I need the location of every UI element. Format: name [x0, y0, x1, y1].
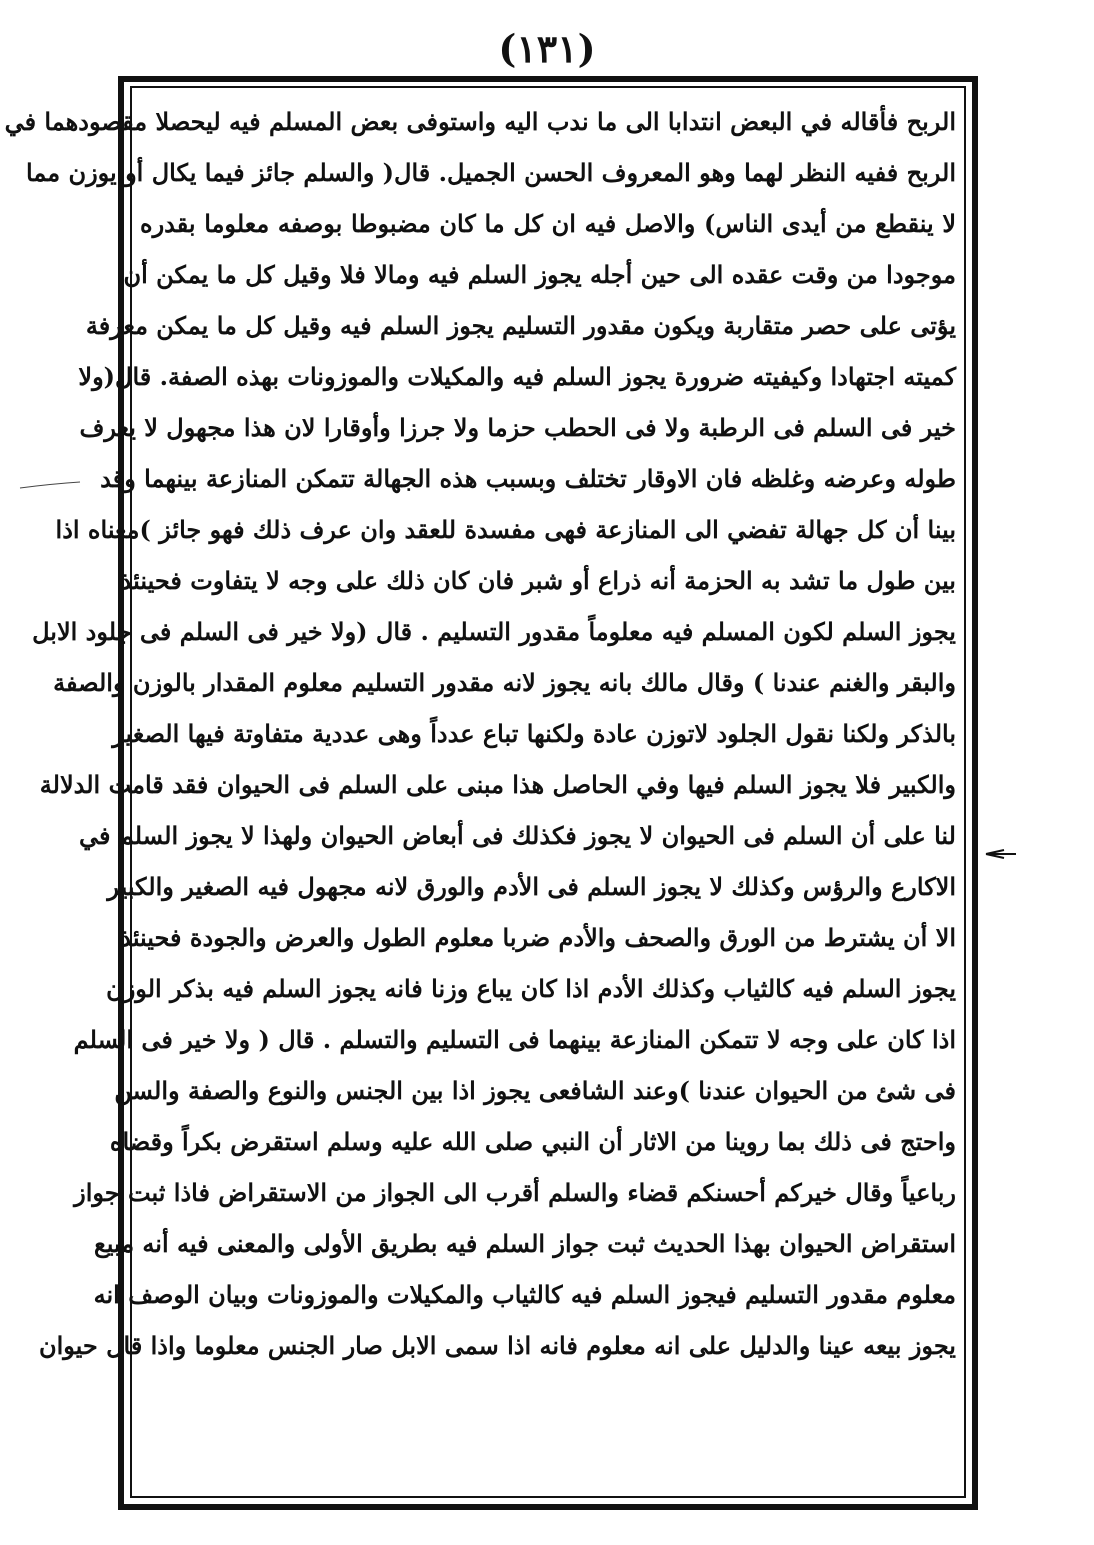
text-line: بالذكر ولكنا نقول الجلود لاتوزن عادة ولكنها تباع عدداً وهى عددية متفاوتة فيها الصغير — [112, 719, 956, 748]
text-line: الربح ففيه النظر لهما وهو المعروف الحسن الجميل. قال( والسلم جائز فيما يكال أو يوزن مما — [26, 158, 956, 187]
text-line: يجوز السلم فيه كالثياب وكذلك الأدم اذا كان يباع وزنا فانه يجوز السلم فيه بذكر الوزن — [106, 974, 956, 1003]
text-line: الاكارع والرؤس وكذلك لا يجوز السلم فى الأدم والورق لانه مجهول فيه الصغير والكبير — [107, 872, 956, 901]
text-line: رباعياً وقال خيركم أحسنكم قضاء والسلم أقرب الى الجواز من الاستقراض فاذا ثبت جواز — [74, 1178, 956, 1207]
text-line: طوله وعرضه وغلظه فان الاوقار تختلف وبسبب هذه الجهالة تتمكن المنازعة بينهما وقد — [100, 464, 956, 493]
text-line: يجوز بيعه عينا والدليل على انه معلوم فانه اذا سمى الابل صار الجنس معلوما واذا قال حيوان — [38, 1331, 956, 1360]
text-line: الربح فأقاله في البعض انتدابا الى ما ندب اليه واستوفى بعض المسلم فيه ليحصلا مقصودهما في — [4, 107, 956, 136]
text-line: لنا على أن السلم فى الحيوان لا يجوز فكذلك فى أبعاض الحيوان ولهذا لا يجوز السلم في — [78, 821, 956, 850]
text-line: فى شئ من الحيوان عندنا )وعند الشافعى يجوز اذا بين الجنس والنوع والصفة والسن — [114, 1076, 956, 1105]
page-number: (١٣١) — [498, 26, 596, 71]
text-line: واحتج فى ذلك بما روينا من الاثار أن النبي صلى الله عليه وسلم استقرض بكراً وقضاه — [109, 1127, 956, 1156]
text-line: يجوز السلم لكون المسلم فيه معلوماً مقدور التسليم . قال (ولا خير فى السلم فى جلود الابل — [32, 617, 956, 646]
main-text-block — [4, 96, 956, 1371]
text-line: الا أن يشترط من الورق والصحف والأدم ضربا معلوم الطول والعرض والجودة فحينئذ — [120, 923, 956, 952]
text-line: موجودا من وقت عقده الى حين أجله يجوز السلم فيه ومالا فلا وقيل كل ما يمكن أن — [123, 260, 956, 289]
text-line: لا ينقطع من أيدى الناس) والاصل فيه ان كل ما كان مضبوطا بوصفه معلوما بقدره — [140, 209, 956, 238]
text-line: والكبير فلا يجوز السلم فيها وفي الحاصل هذا مبنى على السلم فى الحيوان فقد قامت الدلالة — [39, 770, 956, 799]
text-line: اذا كان على وجه لا تتمكن المنازعة بينهما فى التسليم والتسلم . قال ( ولا خير فى السلم — [73, 1025, 956, 1054]
text-line: استقراض الحيوان بهذا الحديث ثبت جواز السلم فيه بطريق الأولى والمعنى فيه أنه مبيع — [93, 1229, 956, 1258]
margin-arrow-mark — [986, 848, 1016, 860]
text-line: والبقر والغنم عندنا ) وقال مالك بانه يجوز لانه مقدور التسليم معلوم المقدار بالوزن والصفة — [53, 668, 956, 697]
text-line: يؤتى على حصر متقاربة ويكون مقدور التسليم يجوز السلم فيه وقيل كل ما يمكن معرفة — [85, 311, 956, 340]
text-line: معلوم مقدور التسليم فيجوز السلم فيه كالثياب والمكيلات والموزونات وبيان الوصف انه — [93, 1280, 956, 1309]
text-line: خير فى السلم فى الرطبة ولا فى الحطب حزما ولا جرزا وأوقارا لان هذا مجهول لا يعرف — [79, 413, 956, 442]
text-line: بين طول ما تشد به الحزمة أنه ذراع أو شبر فان كان ذلك على وجه لا يتفاوت فحينئذ — [120, 566, 956, 595]
text-line: بينا أن كل جهالة تفضي الى المنازعة فهى مفسدة للعقد وان عرف ذلك فهو جائز )معناه اذا — [55, 515, 956, 544]
text-line: كميته اجتهادا وكيفيته ضرورة يجوز السلم فيه والمكيلات والموزونات بهذه الصفة. قال(ولا — [78, 362, 956, 391]
scan-artifact-line — [20, 480, 80, 490]
